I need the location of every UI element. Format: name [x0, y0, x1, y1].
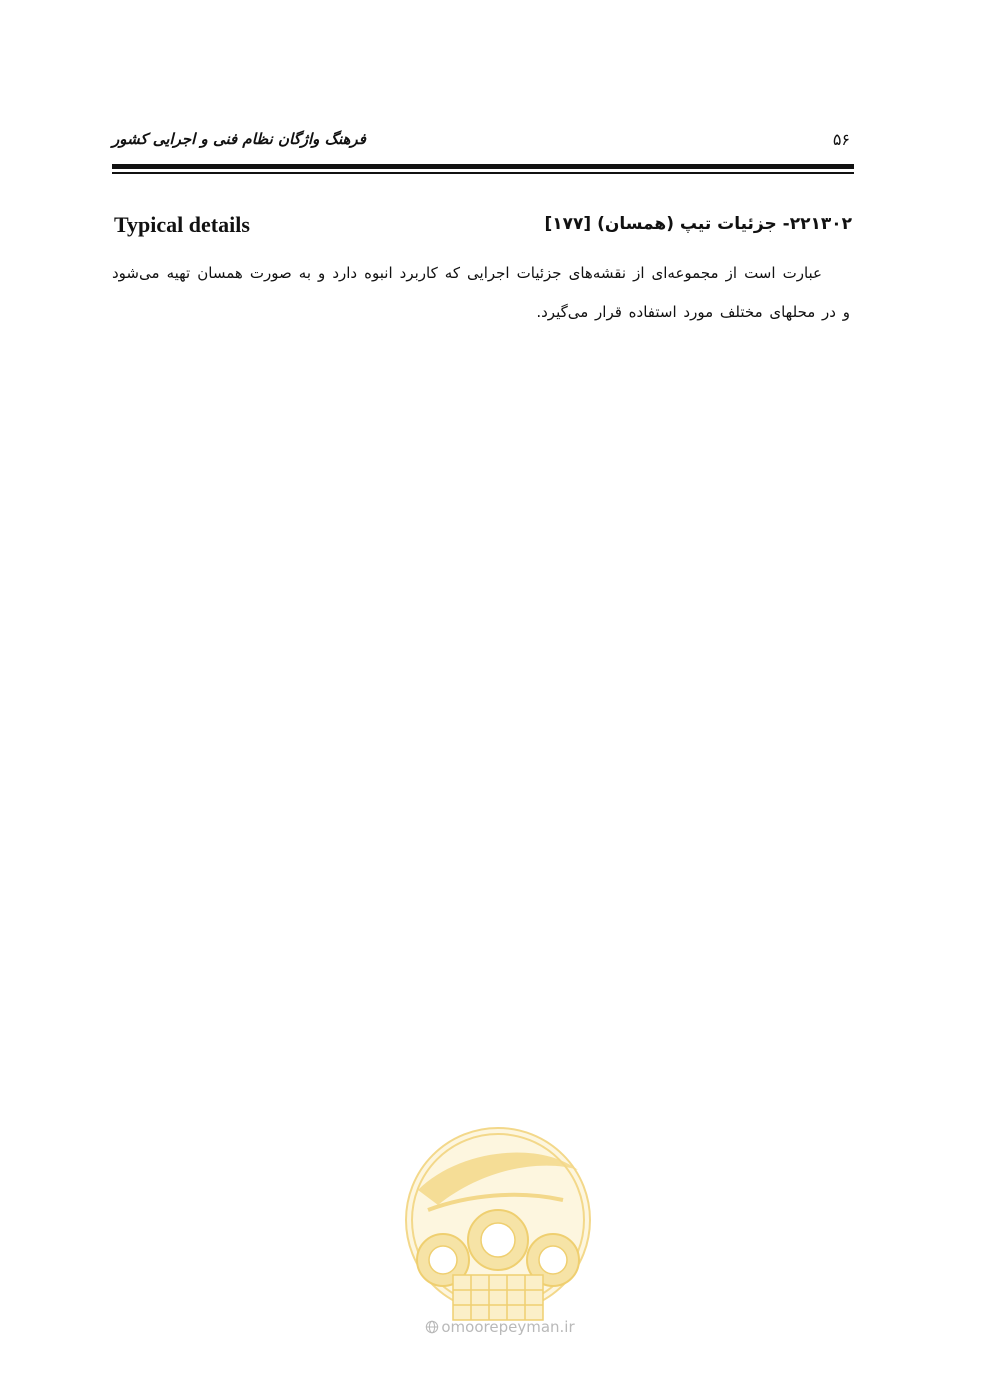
entry-heading: ۲۲۱۳۰۲- جزئیات تیپ (همسان) [۱۷۷]: [544, 214, 852, 234]
globe-icon: [425, 1320, 439, 1334]
header-rule-thin: [112, 172, 854, 174]
english-term: Typical details: [114, 212, 250, 237]
page-number: ۵۶: [832, 130, 850, 149]
header-rule-thick: [112, 164, 854, 169]
running-header: [112, 128, 854, 158]
watermark-url: [400, 1318, 600, 1336]
watermark-url-text: omoorepeyman.ir: [441, 1318, 575, 1336]
watermark-logo: [398, 1110, 598, 1350]
book-title: فرهنگ واژگان نظام فنی و اجرایی کشور: [112, 130, 366, 148]
entry-definition: عبارت است از مجموعه‌ای از نقشه‌های جزئیات اجرایی که کاربرد انبوه دارد و به صورت همسان تهیه می‌شود و در محلهای مختلف مورد استفاده قرار می‌گیرد.: [112, 264, 850, 321]
